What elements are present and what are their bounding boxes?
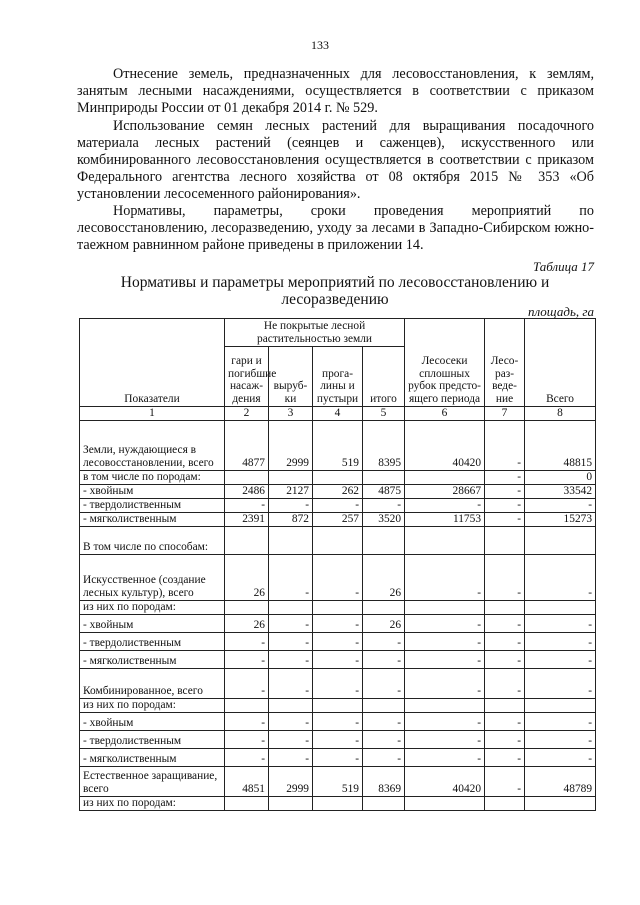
- column-number: 4: [313, 407, 363, 421]
- table-cell: [225, 527, 269, 555]
- row-label: - мягколиственным: [80, 651, 225, 669]
- table-cell: -: [313, 669, 363, 699]
- row-label: Земли, нуждающиеся в лесовосстановлении, всего: [80, 421, 225, 471]
- table-row: [80, 669, 596, 699]
- table-cell: -: [525, 615, 596, 633]
- table-cell: -: [525, 749, 596, 767]
- table-cell: 28667: [405, 485, 485, 499]
- table-row: [80, 499, 596, 513]
- table-cell: [525, 527, 596, 555]
- table-cell: -: [269, 713, 313, 731]
- table-cell: [313, 471, 363, 485]
- table-cell: 48789: [525, 767, 596, 797]
- table-cell: [313, 797, 363, 811]
- table-cell: -: [269, 615, 313, 633]
- table-cell: -: [485, 555, 525, 601]
- table-title: Нормативы и параметры мероприятий по лесовосстановлению и лесоразведению: [120, 274, 550, 308]
- table-cell: -: [485, 499, 525, 513]
- table-cell: 48815: [525, 421, 596, 471]
- table-cell: [313, 527, 363, 555]
- table-cell: -: [269, 669, 313, 699]
- column-number: 7: [485, 407, 525, 421]
- table-cell: 8395: [363, 421, 405, 471]
- table-cell: [485, 527, 525, 555]
- row-label: из них по породам:: [80, 797, 225, 811]
- header-glades: прога-лины и пустыри: [313, 347, 363, 407]
- table-row: [80, 731, 596, 749]
- table-cell: -: [485, 513, 525, 527]
- table-cell: -: [405, 633, 485, 651]
- column-number-row: [80, 407, 596, 421]
- table-row: [80, 749, 596, 767]
- table-cell: -: [363, 713, 405, 731]
- table-row: [80, 633, 596, 651]
- table-cell: -: [405, 651, 485, 669]
- table-cell: -: [525, 651, 596, 669]
- table-cell: -: [363, 749, 405, 767]
- table-cell: -: [405, 615, 485, 633]
- table-cell: -: [269, 749, 313, 767]
- table-row: [80, 471, 596, 485]
- table-row: [80, 601, 596, 615]
- table-cell: -: [485, 767, 525, 797]
- column-number: 5: [363, 407, 405, 421]
- table-cell: [405, 601, 485, 615]
- table-cell: [225, 601, 269, 615]
- table-cell: 26: [363, 615, 405, 633]
- column-number: 2: [225, 407, 269, 421]
- table-cell: [363, 527, 405, 555]
- table-cell: 2127: [269, 485, 313, 499]
- table-cell: -: [225, 633, 269, 651]
- table-cell: -: [313, 713, 363, 731]
- table-cell: -: [269, 731, 313, 749]
- table-cell: -: [405, 669, 485, 699]
- row-label: - твердолиственным: [80, 731, 225, 749]
- table-cell: 3520: [363, 513, 405, 527]
- table-cell: -: [485, 749, 525, 767]
- table-cell: -: [225, 651, 269, 669]
- table-row: [80, 713, 596, 731]
- table-cell: -: [405, 499, 485, 513]
- header-cutting-areas: Лесосеки сплошных рубок предсто-ящего периода: [405, 319, 485, 407]
- table-row: [80, 421, 596, 471]
- table-cell: [269, 601, 313, 615]
- header-indicators: Показатели: [80, 319, 225, 407]
- table-cell: [525, 797, 596, 811]
- row-label: - твердолиственным: [80, 633, 225, 651]
- table-cell: 11753: [405, 513, 485, 527]
- table-cell: 519: [313, 421, 363, 471]
- row-label: - хвойным: [80, 615, 225, 633]
- table-cell: [405, 471, 485, 485]
- table-cell: -: [485, 421, 525, 471]
- table-cell: -: [485, 731, 525, 749]
- row-label: В том числе по способам:: [80, 527, 225, 555]
- table-cell: -: [269, 633, 313, 651]
- table-cell: -: [363, 651, 405, 669]
- table-cell: -: [313, 731, 363, 749]
- table-cell: [225, 471, 269, 485]
- table-cell: -: [405, 713, 485, 731]
- table-cell: 2999: [269, 767, 313, 797]
- table-cell: -: [269, 651, 313, 669]
- row-label: Искусственное (создание лесных культур), всего: [80, 555, 225, 601]
- table-cell: -: [313, 615, 363, 633]
- table-cell: [269, 527, 313, 555]
- table-cell: [485, 601, 525, 615]
- table-cell: 40420: [405, 421, 485, 471]
- row-label: из них по породам:: [80, 601, 225, 615]
- table-cell: [363, 471, 405, 485]
- table-cell: -: [485, 471, 525, 485]
- table-cell: -: [363, 499, 405, 513]
- table-cell: -: [225, 713, 269, 731]
- table-cell: -: [363, 669, 405, 699]
- table-cell: [405, 527, 485, 555]
- table-cell: -: [525, 499, 596, 513]
- header-not-covered-group: Не покрытые лесной растительностью земли: [225, 319, 405, 347]
- table-cell: 40420: [405, 767, 485, 797]
- header-subtotal: итого: [363, 347, 405, 407]
- column-number: 3: [269, 407, 313, 421]
- table-cell: 4851: [225, 767, 269, 797]
- row-label: - хвойным: [80, 485, 225, 499]
- table-row: [80, 527, 596, 555]
- page-number: 133: [311, 38, 329, 52]
- table-cell: 26: [225, 555, 269, 601]
- table-cell: [269, 699, 313, 713]
- table-cell: [269, 797, 313, 811]
- table-cell: -: [313, 651, 363, 669]
- row-label: - хвойным: [80, 713, 225, 731]
- table-cell: [225, 797, 269, 811]
- table-cell: -: [313, 555, 363, 601]
- header-total: Всего: [525, 319, 596, 407]
- table-cell: 4877: [225, 421, 269, 471]
- paragraph-land-classification: Отнесение земель, предназначенных для лесовосстановления, к землям, занятым лесными насаждениями, осуществляется в соответствии с приказом Минприроды России от 01 декабря 2014 г. № 529.: [77, 66, 594, 116]
- table-cell: 4875: [363, 485, 405, 499]
- table-cell: [363, 699, 405, 713]
- table-cell: -: [525, 555, 596, 601]
- table-cell: -: [485, 633, 525, 651]
- table-cell: -: [363, 731, 405, 749]
- row-label: - мягколиственным: [80, 749, 225, 767]
- table-cell: 519: [313, 767, 363, 797]
- header-afforestation: Лесо-раз-веде-ние: [485, 319, 525, 407]
- table-cell: 262: [313, 485, 363, 499]
- table-cell: 2999: [269, 421, 313, 471]
- table-cell: [363, 797, 405, 811]
- table-cell: [405, 797, 485, 811]
- row-label: Естественное заращивание, всего: [80, 767, 225, 797]
- table-cell: 15273: [525, 513, 596, 527]
- table-cell: [525, 699, 596, 713]
- table-cell: -: [405, 749, 485, 767]
- table-cell: -: [525, 633, 596, 651]
- table-row: [80, 555, 596, 601]
- row-label: - мягколиственным: [80, 513, 225, 527]
- table-row: [80, 699, 596, 713]
- table-cell: [363, 601, 405, 615]
- table-row: [80, 513, 596, 527]
- table-cell: [225, 699, 269, 713]
- table-cell: 26: [363, 555, 405, 601]
- table-cell: [269, 471, 313, 485]
- table-row: [80, 797, 596, 811]
- row-label: - твердолиственным: [80, 499, 225, 513]
- table-cell: -: [225, 731, 269, 749]
- table-row: [80, 767, 596, 797]
- table-cell: -: [525, 731, 596, 749]
- table-caption: Таблица 17: [532, 259, 594, 274]
- table-cell: -: [405, 731, 485, 749]
- unit-note: площадь, га: [527, 304, 594, 319]
- table-cell: -: [225, 669, 269, 699]
- table-row: [80, 651, 596, 669]
- table-cell: -: [269, 555, 313, 601]
- table-cell: [313, 699, 363, 713]
- table-cell: [485, 797, 525, 811]
- table-cell: [525, 601, 596, 615]
- table-cell: 257: [313, 513, 363, 527]
- table-cell: -: [525, 669, 596, 699]
- reforestation-table: [79, 318, 596, 811]
- table-cell: [405, 699, 485, 713]
- table-cell: -: [225, 499, 269, 513]
- header-clearings: выруб-ки: [269, 347, 313, 407]
- table-cell: [313, 601, 363, 615]
- table-cell: 33542: [525, 485, 596, 499]
- table-row: [80, 615, 596, 633]
- table-cell: -: [525, 713, 596, 731]
- table-cell: -: [363, 633, 405, 651]
- table-cell: -: [313, 499, 363, 513]
- table-cell: -: [225, 749, 269, 767]
- column-number: 8: [525, 407, 596, 421]
- table-row: [80, 485, 596, 499]
- column-number: 1: [80, 407, 225, 421]
- table-cell: -: [313, 633, 363, 651]
- header-burned: гари и погибшие насаж-дения: [225, 347, 269, 407]
- row-label: Комбинированное, всего: [80, 669, 225, 699]
- table-cell: -: [485, 713, 525, 731]
- table-cell: -: [485, 651, 525, 669]
- table-cell: -: [269, 499, 313, 513]
- table-cell: 8369: [363, 767, 405, 797]
- table-cell: 0: [525, 471, 596, 485]
- table-cell: 26: [225, 615, 269, 633]
- column-number: 6: [405, 407, 485, 421]
- table-cell: -: [313, 749, 363, 767]
- table-cell: -: [405, 555, 485, 601]
- table-cell: -: [485, 485, 525, 499]
- table-cell: [485, 699, 525, 713]
- table-cell: -: [485, 669, 525, 699]
- paragraph-seed-usage: Использование семян лесных растений для выращивания посадочного материала лесных растений (сеянцев и саженцев), искусственного или комбинированного лесовосстановления осуществляется в соответствии с приказом Федерального агентства лесного хозяйства от 08 октября 2015 № 353 «Об установлении лесосеменного районирования».: [77, 118, 594, 202]
- table-cell: 872: [269, 513, 313, 527]
- paragraph-norms: Нормативы, параметры, сроки проведения мероприятий по лесовосстановлению, лесоразведению, уходу за лесами в Западно-Сибирском южно-таежном равнинном районе приведены в приложении 14.: [77, 203, 594, 253]
- table-cell: -: [485, 615, 525, 633]
- row-label: из них по породам:: [80, 699, 225, 713]
- table-cell: 2391: [225, 513, 269, 527]
- row-label: в том числе по породам:: [80, 471, 225, 485]
- table-cell: 2486: [225, 485, 269, 499]
